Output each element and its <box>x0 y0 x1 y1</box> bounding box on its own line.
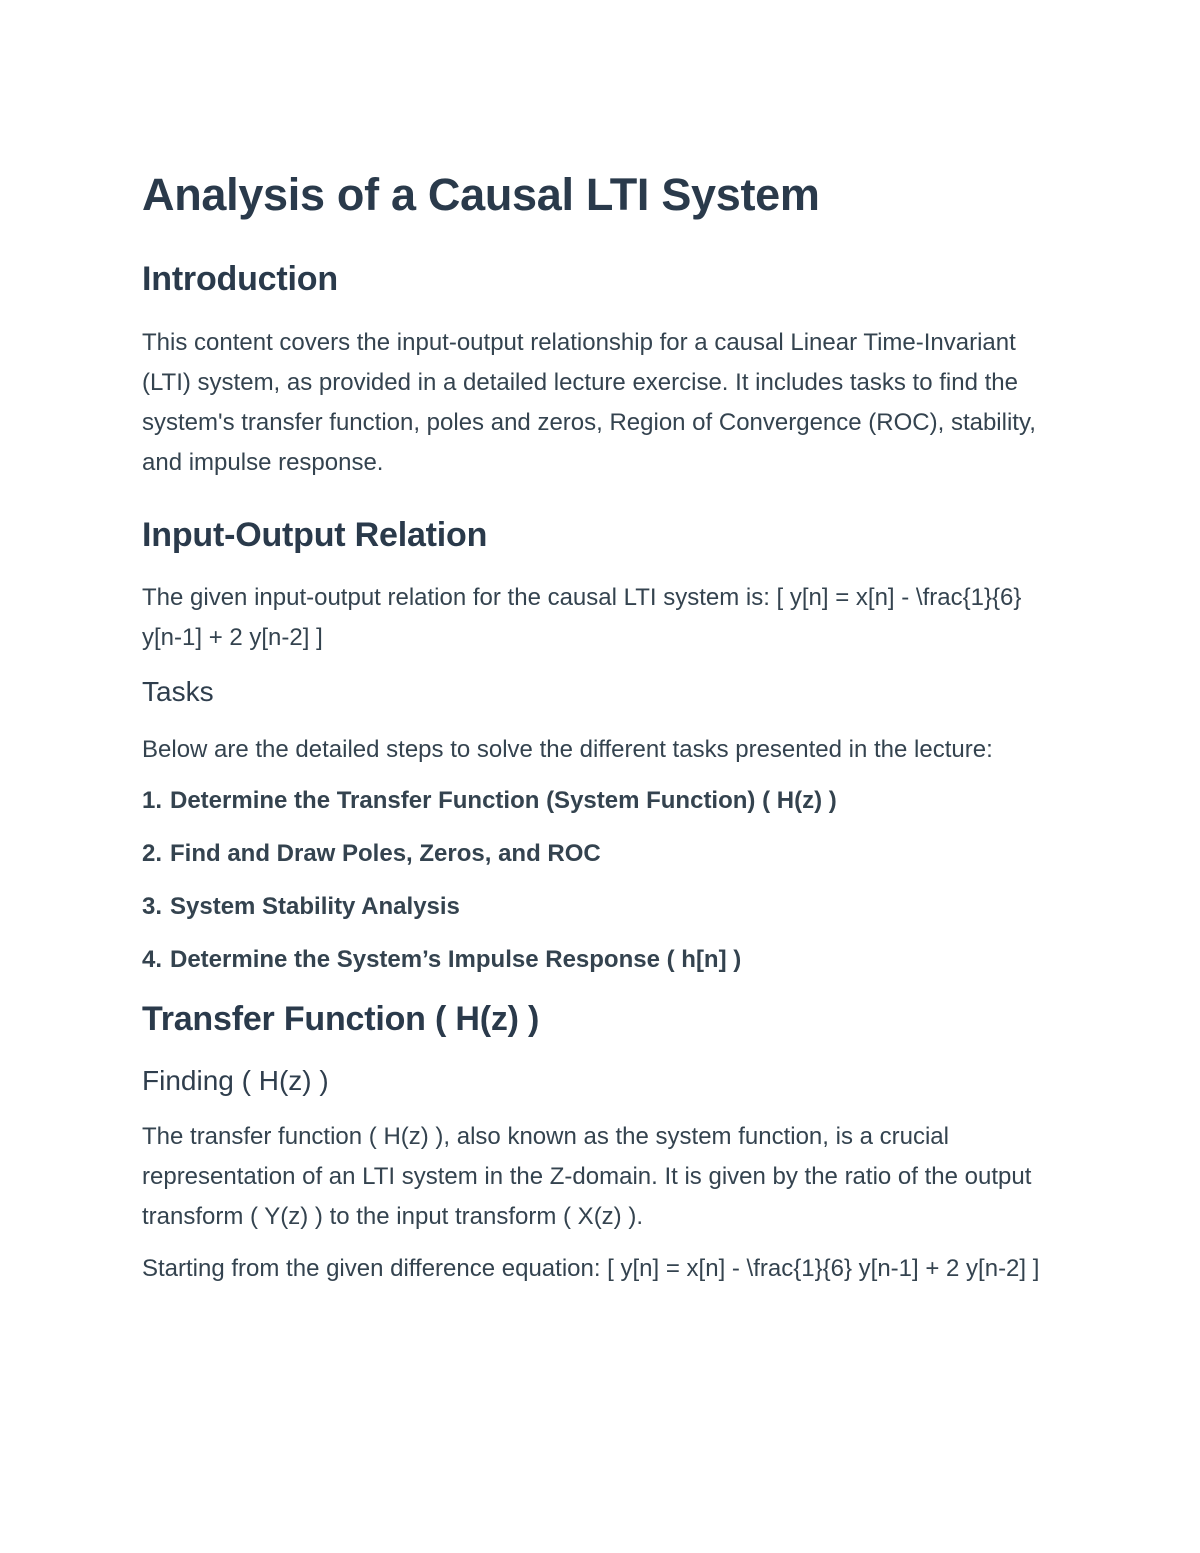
tasks-intro: Below are the detailed steps to solve the different tasks presented in the lecture: <box>142 736 993 763</box>
list-item-label: Determine the Transfer Function (System Function) ( H(z) ) <box>170 787 837 814</box>
transfer-function-heading: Transfer Function ( H(z) ) <box>142 1000 540 1038</box>
list-item-number: 3. <box>142 893 163 920</box>
io-relation-paragraph: The given input-output relation for the causal LTI system is: [ y[n] = x[n] - \frac{1}{6} y[n-1] + 2 y[n-2] ] <box>142 584 1022 651</box>
list-item <box>142 784 1062 818</box>
list-item <box>142 837 1062 871</box>
io-relation-heading: Input-Output Relation <box>142 516 488 554</box>
list-item-label: System Stability Analysis <box>170 893 460 920</box>
page-title: Analysis of a Causal LTI System <box>142 169 820 220</box>
introduction-heading: Introduction <box>142 260 338 298</box>
list-item-label: Find and Draw Poles, Zeros, and ROC <box>170 840 601 867</box>
transfer-function-paragraph: The transfer function ( H(z) ), also known as the system function, is a crucial representation of an LTI system in the Z-domain. It is given by the ratio of the output transform ( Y(z) ) to the input transform ( X(z) ). <box>142 1123 1032 1230</box>
finding-hz-subheading: Finding ( H(z) ) <box>142 1065 329 1096</box>
document-page <box>142 168 1062 1289</box>
list-item-label: Determine the System’s Impulse Response ( h[n] ) <box>170 946 742 973</box>
tasks-heading: Tasks <box>142 676 214 707</box>
list-item <box>142 890 1062 924</box>
list-item-number: 2. <box>142 840 163 867</box>
difference-equation-paragraph: Starting from the given difference equation: [ y[n] = x[n] - \frac{1}{6} y[n-1] + 2 y[n-2] ] <box>142 1255 1040 1282</box>
introduction-paragraph: This content covers the input-output relationship for a causal Linear Time-Invariant (LTI) system, as provided in a detailed lecture exercise. It includes tasks to find the system's transfer function, poles and zeros, Region of Convergence (ROC), stability, and impulse response. <box>142 329 1036 476</box>
list-item <box>142 943 1062 977</box>
tasks-list <box>142 784 1062 977</box>
list-item-number: 4. <box>142 946 163 973</box>
list-item-number: 1. <box>142 787 163 814</box>
